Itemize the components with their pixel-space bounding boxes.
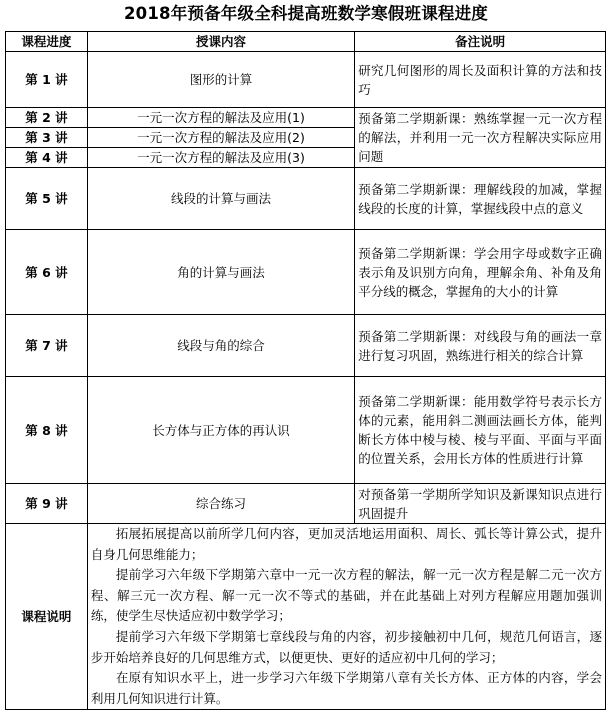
table-header-row <box>6 32 606 52</box>
lesson-note: 预备第二学期新课：熟练掌握一元一次方程的解法，并利用一元一次方程解决实际应用问题 <box>355 108 606 168</box>
header-note: 备注说明 <box>355 32 606 52</box>
lesson-number: 第 7 讲 <box>6 315 88 377</box>
lesson-number: 第 5 讲 <box>6 168 88 230</box>
lesson-note: 预备第二学期新课：学会用字母或数字正确表示角及识别方向角，理解余角、补角及角平分线的概念，掌握角的大小的计算 <box>355 230 606 315</box>
lesson-content: 一元一次方程的解法及应用(3) <box>87 148 354 168</box>
lesson-content: 图形的计算 <box>87 52 354 108</box>
lesson-number: 第 8 讲 <box>6 377 88 484</box>
table-row <box>6 52 606 108</box>
table-row <box>6 484 606 524</box>
summary-paragraph: 拓展拓展提高以前所学几何内容，更加灵活地运用面积、周长、弧长等计算公式，提升自身几何思维能力； <box>90 526 602 562</box>
lesson-content: 综合练习 <box>87 484 354 524</box>
table-row <box>6 315 606 377</box>
summary-text <box>87 524 605 710</box>
table-row <box>6 108 606 128</box>
lesson-content: 线段与角的综合 <box>87 315 354 377</box>
table-row <box>6 230 606 315</box>
lesson-note: 对预备第一学期所学知识及新课知识点进行巩固提升 <box>355 484 606 524</box>
summary-paragraph: 提前学习六年级下学期第七章线段与角的内容，初步接触初中几何，规范几何语言，逐步开始培养良好的几何思维方式，以便更快、更好的适应初中几何的学习； <box>90 628 602 665</box>
lesson-number: 第 9 讲 <box>6 484 88 524</box>
lesson-content: 长方体与正方体的再认识 <box>87 377 354 484</box>
lesson-note: 预备第二学期新课：理解线段的加减，掌握线段的长度的计算，掌握线段中点的意义 <box>355 168 606 230</box>
lesson-content: 角的计算与画法 <box>87 230 354 315</box>
table-row <box>6 377 606 484</box>
lesson-content: 线段的计算与画法 <box>87 168 354 230</box>
lesson-content: 一元一次方程的解法及应用(2) <box>87 128 354 148</box>
lesson-number: 第 4 讲 <box>6 148 88 168</box>
lesson-content: 一元一次方程的解法及应用(1) <box>87 108 354 128</box>
table-row <box>6 168 606 230</box>
page-title: 2018年预备年级全科提高班数学寒假班课程进度 <box>123 4 489 23</box>
summary-row <box>6 524 606 710</box>
lesson-note: 研究几何图形的周长及面积计算的方法和技巧 <box>355 52 606 108</box>
summary-label: 课程说明 <box>6 524 88 710</box>
course-schedule-table <box>5 31 606 710</box>
lesson-number: 第 3 讲 <box>6 128 88 148</box>
summary-paragraph: 在原有知识水平上，进一步学习六年级下学期第八章有关长方体、正方体的内容，学会利用几何知识进行计算。 <box>90 670 602 706</box>
lesson-note: 预备第二学期新课：能用数学符号表示长方体的元素，能用斜二测画法画长方体，能判断长方体中棱与棱、棱与平面、平面与平面的位置关系，会用长方体的性质进行计算 <box>355 377 606 484</box>
header-lesson: 课程进度 <box>6 32 88 52</box>
lesson-number: 第 2 讲 <box>6 108 88 128</box>
summary-paragraph: 提前学习六年级下学期第六章中一元一次方程的解法，解一元一次方程是解二元一次方程、解三元一次方程、解一元一次不等式的基础，并在此基础上对列方程解应用题加强训练，使学生尽快适应初中数学学习； <box>90 567 602 624</box>
header-content: 授课内容 <box>87 32 354 52</box>
lesson-note: 预备第二学期新课：对线段与角的画法一章进行复习巩固，熟练进行相关的综合计算 <box>355 315 606 377</box>
lesson-number: 第 1 讲 <box>6 52 88 108</box>
lesson-number: 第 6 讲 <box>6 230 88 315</box>
